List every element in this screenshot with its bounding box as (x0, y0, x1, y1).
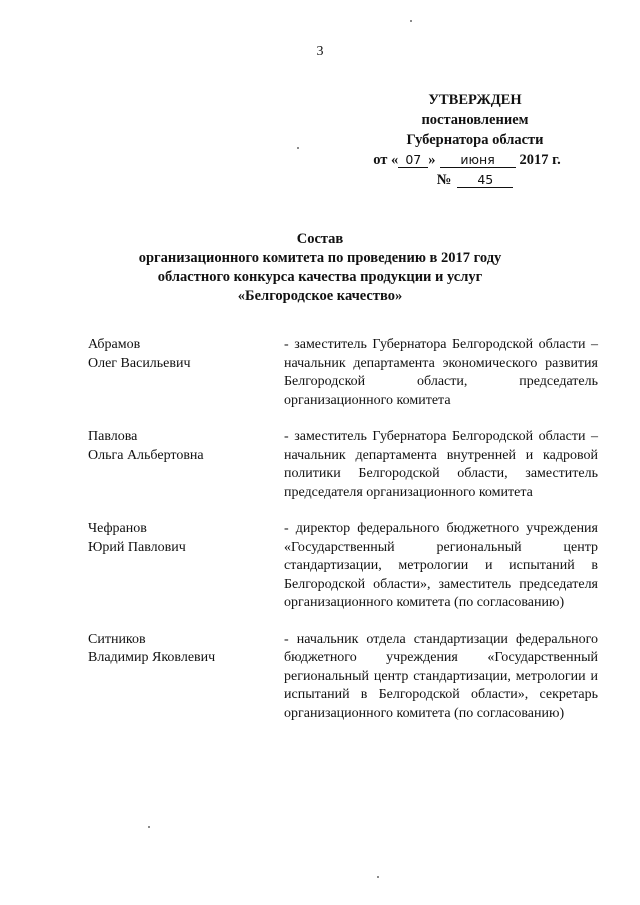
approval-by: постановлением (421, 112, 529, 128)
member-entry (88, 336, 598, 410)
date-year: 2017 г. (519, 152, 561, 168)
document-title (0, 230, 640, 306)
members-list (88, 336, 598, 723)
member-surname: Абрамов (88, 337, 141, 352)
title-line-3: областного конкурса качества продукции и услуг (157, 269, 483, 285)
member-entry (88, 428, 598, 502)
scan-speck (410, 20, 412, 22)
member-given-name: Юрий Павлович (88, 539, 186, 555)
member-name (88, 428, 284, 502)
title-line-2: организационного комитета по проведению в 2017 году (138, 250, 502, 266)
approval-title: УТВЕРЖДЕН (428, 92, 522, 108)
date-prefix: от « (373, 152, 399, 168)
member-role: - начальник отдела стандартизации федерального бюджетного учреждения «Государственный региональный центр стандартизации, метрологии и испытаний в Белгородской области», секретарь организационного комитета (по согласованию) (284, 631, 598, 721)
date-quote-close: » (428, 152, 436, 168)
member-name (88, 336, 284, 410)
member-name (88, 520, 284, 613)
member-entry (88, 631, 598, 724)
member-surname: Ситников (88, 631, 146, 647)
title-line-4: «Белгородское качество» (237, 288, 403, 304)
date-day: 07 (398, 153, 428, 168)
member-surname: Чефранов (88, 521, 147, 536)
number-label: № (436, 172, 452, 188)
member-name (88, 631, 284, 724)
member-role: - заместитель Губернатора Белгородской области – начальник департамента внутренней и кадровой политики Белгородской области, заместитель председателя организационного комитета (284, 429, 598, 500)
approval-stamp (360, 90, 590, 190)
member-entry (88, 520, 598, 613)
member-given-name: Владимир Яковлевич (88, 650, 216, 665)
approval-date (352, 150, 582, 170)
scan-speck (148, 826, 150, 828)
approval-authority: Губернатора области (406, 132, 544, 148)
date-month: июня (440, 153, 516, 168)
title-line-1: Состав (296, 231, 344, 247)
page-number: 3 (316, 44, 324, 59)
member-given-name: Олег Васильевич (88, 355, 191, 371)
number-value: 45 (457, 173, 513, 188)
member-surname: Павлова (88, 429, 138, 444)
member-role: - директор федерального бюджетного учреждения «Государственный региональный центр стандартизации, метрологии и испытаний в Белгородской области», заместитель председателя организационного комитета (по согласованию) (284, 521, 598, 610)
approval-number (360, 170, 590, 190)
scan-speck (297, 147, 299, 149)
scan-speck (377, 876, 379, 878)
member-role: - заместитель Губернатора Белгородской области – начальник департамента экономического развития Белгородской области, председатель организационного комитета (284, 337, 598, 408)
member-given-name: Ольга Альбертовна (88, 447, 204, 463)
